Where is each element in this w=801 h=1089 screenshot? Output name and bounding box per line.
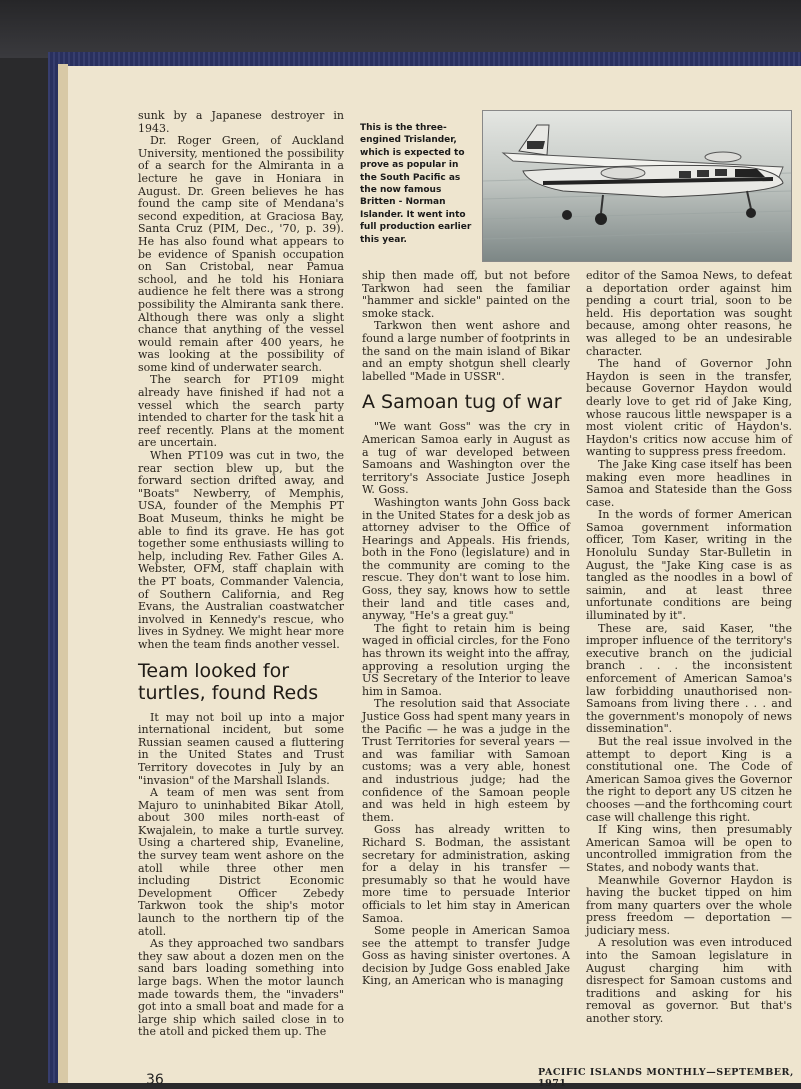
- paragraph: ship then made off, but not before Tarkwon had seen the familiar "hammer and sickle" painted on the smoke stack.: [362, 269, 570, 320]
- paragraph: Washington wants John Goss back in the United States for a desk job as attorney adviser to the Office of Hearings and Appeals. His friends, both in the Fono (legislature) and in the community are coming to the rescue. They don't want to lose him. Goss, they say, knows how to settle their land and title cases and, anyway, "He's a great guy.": [362, 495, 570, 623]
- paragraph: The hand of Governor John Haydon is seen in the transfer, because Governor Haydon would dearly love to get rid of Jake King, whose raucous little newspaper is a most violent critic of Haydon's. Haydon's critics now accuse him of wanting to suppress press freedom.: [586, 357, 792, 459]
- paragraph: "We want Goss" was the cry in American Samoa early in August as a tug of war developed between Samoans and Washington over the territory's Associate Justice Joseph W. Goss.: [362, 420, 570, 497]
- paragraph: The resolution said that Associate Justice Goss had spent many years in the Pacific — he was a judge in the Trust Territories for several years — and was familiar with Samoan customs; was a very able, honest and industrious judge; had the confidence of the Samoan people and was held in high esteem by them.: [362, 697, 570, 824]
- aircraft-photo: [482, 110, 792, 262]
- paragraph: A resolution was even introduced into the Samoan legislature in August charging him with disrespect for Samoan customs and traditions and asking for his removal as governor. But that's another story.: [586, 936, 792, 1026]
- paragraph: The Jake King case itself has been making even more headlines in Samoa and Stateside than the Goss case.: [586, 457, 792, 509]
- page-spine-edge: [58, 64, 68, 1083]
- paragraph: The fight to retain him is being waged in official circles, for the Fono has thrown its weight into the affray, approving a resolution urging the US Secretary of the Interior to leave him in Samoa.: [362, 621, 570, 698]
- paragraph: A team of men was sent from Majuro to uninhabited Bikar Atoll, about 300 miles north-east of Kwajalein, to make a turtle survey. Using a chartered ship, Evaneline, the survey team went ashore on the atoll while three other men including District Economic Development Officer Zebedy Tarkwon took the ship's motor launch to the northern tip of the atoll.: [138, 786, 344, 938]
- paragraph: Some people in American Samoa see the attempt to transfer Judge Goss as having sinister overtones. A decision by Judge Goss enabled Jake King, an American who is managing: [362, 924, 570, 988]
- paragraph: Meanwhile Governor Haydon is having the bucket tipped on him from many quarters over the whole press freedom — deportation — judiciary mess.: [586, 873, 792, 937]
- page-number: 36: [146, 1072, 164, 1088]
- paragraph: editor of the Samoa News, to defeat a deportation order against him pending a court trial, soon to be held. His deportation was sought because, among ohter reasons, he was alleged to be an undesirable character.: [586, 269, 792, 358]
- background-top: [0, 0, 801, 58]
- paragraph: When PT109 was cut in two, the rear section blew up, but the forward section drifted away, and "Boats" Newberry, of Memphis, USA, founder of the Memphis PT Boat Museum, thinks he might be able to find its grave. He has got together some enthusiasts willing to help, including Rev. Father Giles A. Webster, OFM, staff chaplain with the PT boats, Commander Valencia, of Southern California, and Reg Evans, the Australian coastwatcher involved in Kennedy's rescue, who lives in Sydney. We might hear more when the team finds another vessel.: [138, 449, 344, 651]
- paragraph: In the words of former American Samoa government information officer, Tom Kaser, writing in the Honolulu Sunday Star-Bulletin in August, the "Jake King case is as tangled as the noodles in a bowl of saimin, and at least three unfortunate conditions are being illuminated by it".: [586, 508, 792, 623]
- issue-footer: PACIFIC ISLANDS MONTHLY—SEPTEMBER, 1971: [538, 1067, 794, 1089]
- column-2: [362, 270, 570, 988]
- paragraph: But the real issue involved in the attempt to deport King is a constitutional one. The Code of American Samoa gives the Governor the right to deport any US citzen he chooses —and the forthcoming court case will challenge this right.: [586, 734, 792, 824]
- paragraph: As they approached two sandbars they saw about a dozen men on the sand bars loading something into large bags. When the motor launch made towards them, the "invaders" got into a small boat and made for a large ship which sailed close in to the atoll and picked them up. The: [138, 937, 344, 1039]
- paragraph: These are, said Kaser, "the improper influence of the territory's executive branch on the judicial branch . . . the inconsistent enforcement of American Samoa's law forbidding unauthorised non-Samoans from living there . . . and the government's monopoly of news dissemination".: [586, 621, 792, 736]
- paragraph: The search for PT109 might already have finished if had not a vessel which the search party intended to charter for the task hit a reef recently. Plans at the moment are uncertain.: [138, 373, 344, 450]
- column-1: [138, 110, 344, 1039]
- magazine-page: [68, 66, 801, 1089]
- article-heading: A Samoan tug of war: [362, 391, 562, 414]
- paragraph: If King wins, then presumably American Samoa will be open to uncontrolled immigration from the States, and nobody wants that.: [586, 823, 792, 874]
- paragraph: Dr. Roger Green, of Auckland University, mentioned the possibility of a search for the Almiranta in a lecture he gave in Honiara in August. Dr. Green believes he has found the camp site of Mendana's second expedition, at Graciosa Bay, Santa Cruz (PIM, Dec., '70, p. 39). He has also found what appears to be evidence of Spanish occupation on San Cristobal, near Pamua school, and he told his Honiara audience he felt there was a strong possibility the Almiranta sank there. Although there was only a slight chance that anything of the vessel would remain after 400 years, he was looking at the possibility of some kind of underwater search.: [138, 134, 344, 374]
- paragraph: Goss has already written to Richard S. Bodman, the assistant secretary for administration, asking for a delay in his transfer — presumably so that he would have more time to persuade Interior officials to let him stay in American Samoa.: [362, 823, 570, 925]
- paragraph: sunk by a Japanese destroyer in 1943.: [138, 109, 344, 135]
- column-3: [586, 270, 792, 1026]
- photo-caption: This is the three-engined Trislander, which is expected to prove as popular in the South Pacific as the now famous Britten - Norman Islander. It went into full production earlier this year.: [360, 123, 472, 245]
- aircraft-photo-icon: [483, 111, 791, 261]
- article-heading: Team looked for turtles, found Reds: [138, 659, 319, 704]
- paragraph: It may not boil up into a major international incident, but some Russian seamen caused a fluttering in the United States and Trust Territory dovecotes in July by an "invasion" of the Marshall Islands.: [138, 710, 344, 787]
- paragraph: Tarkwon then went ashore and found a large number of footprints in the sand on the main island of Bikar and an empty shotgun shell clearly labelled "Made in USSR".: [362, 319, 570, 383]
